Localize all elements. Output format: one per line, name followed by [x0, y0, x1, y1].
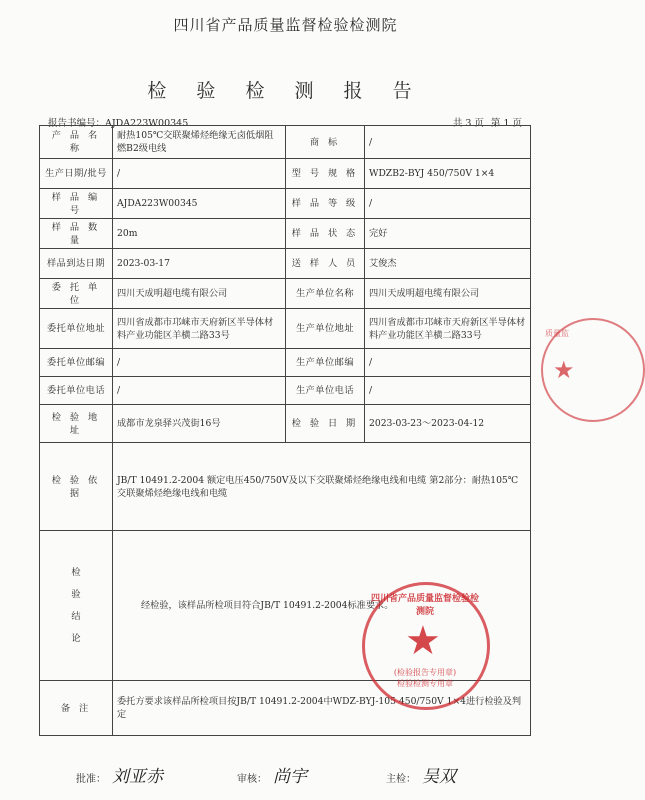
- client-address-value: 四川省成都市邛崃市天府新区半导体材料产业功能区羊横二路33号: [113, 309, 286, 349]
- client-postcode-value: /: [113, 349, 286, 377]
- sample-state-value: 完好: [365, 219, 531, 249]
- table-row: [40, 377, 531, 405]
- sample-qty-value: 20m: [113, 219, 286, 249]
- table-row: [40, 219, 531, 249]
- approver-signature: 批准： 刘亚赤: [76, 767, 163, 787]
- arrival-date-value: 2023-03-17: [113, 249, 286, 279]
- client-phone-label: 委托单位电话: [40, 377, 113, 405]
- conclusion-value: 经检验，该样品所检项目符合JB/T 10491.2-2004标准要求。: [113, 531, 531, 681]
- table-row: [40, 126, 531, 159]
- manufacturer-label: 生产单位名称: [286, 279, 365, 309]
- client-value: 四川天成明超电缆有限公司: [113, 279, 286, 309]
- client-phone-value: /: [113, 377, 286, 405]
- edge-seal: 质量监 ★: [541, 318, 601, 428]
- page-indicator: 共 3 页 第 1 页: [452, 118, 523, 129]
- product-name-label: 产 品 名 称: [40, 126, 113, 159]
- sample-no-value: AJDA223W00345: [113, 189, 286, 219]
- manufacturer-value: 四川天成明超电缆有限公司: [365, 279, 531, 309]
- test-date-value: 2023-03-23～2023-04-12: [365, 405, 531, 443]
- table-row: [40, 279, 531, 309]
- table-row: [40, 349, 531, 377]
- client-address-label: 委托单位地址: [40, 309, 113, 349]
- reviewer-signature: 审核： 尚宇: [237, 767, 307, 787]
- star-icon: ★: [405, 618, 441, 664]
- institute-name: 四川省产品质量监督检验检测院: [173, 16, 398, 34]
- table-row: [40, 189, 531, 219]
- remark-value: 委托方要求该样品所检项目按JB/T 10491.2-2004中WDZ-BYJ-105 450/750V 1×4进行检验及判定: [113, 681, 531, 736]
- table-row: [40, 159, 531, 189]
- trademark-value: /: [365, 126, 531, 159]
- manufacturer-address-label: 生产单位地址: [286, 309, 365, 349]
- star-icon: ★: [553, 356, 575, 384]
- model-label: 型 号 规 格: [286, 159, 365, 189]
- manufacturer-postcode-label: 生产单位邮编: [286, 349, 365, 377]
- official-seal: 四川省产品质量监督检验检测院 ★ (检验报告专用章) 检验检测专用章: [362, 582, 490, 710]
- table-row: [40, 443, 531, 531]
- production-date-label: 生产日期/批号: [40, 159, 113, 189]
- product-name-value: 耐热105℃交联聚烯烃绝缘无卤低烟阻燃B2级电线: [113, 126, 286, 159]
- client-label: 委 托 单 位: [40, 279, 113, 309]
- sample-no-label: 样 品 编 号: [40, 189, 113, 219]
- test-basis-label: 检 验 依 据: [40, 443, 113, 531]
- client-postcode-label: 委托单位邮编: [40, 349, 113, 377]
- test-date-label: 检 验 日 期: [286, 405, 365, 443]
- trademark-label: 商 标: [286, 126, 365, 159]
- inspector-signature: 主检： 吴双: [386, 767, 456, 787]
- report-title: 检 验 检 测 报 告: [147, 80, 424, 102]
- sender-label: 送 样 人 员: [286, 249, 365, 279]
- arrival-date-label: 样品到达日期: [40, 249, 113, 279]
- report-number: 报告书编号：AJDA223W00345: [48, 118, 189, 129]
- test-address-value: 成都市龙泉驿兴茂街16号: [113, 405, 286, 443]
- sample-grade-value: /: [365, 189, 531, 219]
- remark-label: 备 注: [40, 681, 113, 736]
- manufacturer-postcode-value: /: [365, 349, 531, 377]
- table-row: [40, 249, 531, 279]
- sender-value: 艾俊杰: [365, 249, 531, 279]
- test-address-label: 检 验 地 址: [40, 405, 113, 443]
- table-row: [40, 405, 531, 443]
- conclusion-label: 检 验 结 论: [40, 531, 113, 681]
- manufacturer-phone-label: 生产单位电话: [286, 377, 365, 405]
- production-date-value: /: [113, 159, 286, 189]
- sample-qty-label: 样 品 数 量: [40, 219, 113, 249]
- manufacturer-address-value: 四川省成都市邛崃市天府新区半导体材料产业功能区羊横二路33号: [365, 309, 531, 349]
- test-basis-value: JB/T 10491.2-2004 额定电压450/750V及以下交联聚烯烃绝缘电线和电缆 第2部分：耐热105℃交联聚烯烃绝缘电线和电缆: [113, 443, 531, 531]
- model-value: WDZB2-BYJ 450/750V 1×4: [365, 159, 531, 189]
- table-row: [40, 309, 531, 349]
- manufacturer-phone-value: /: [365, 377, 531, 405]
- sample-state-label: 样 品 状 态: [286, 219, 365, 249]
- sample-grade-label: 样 品 等 级: [286, 189, 365, 219]
